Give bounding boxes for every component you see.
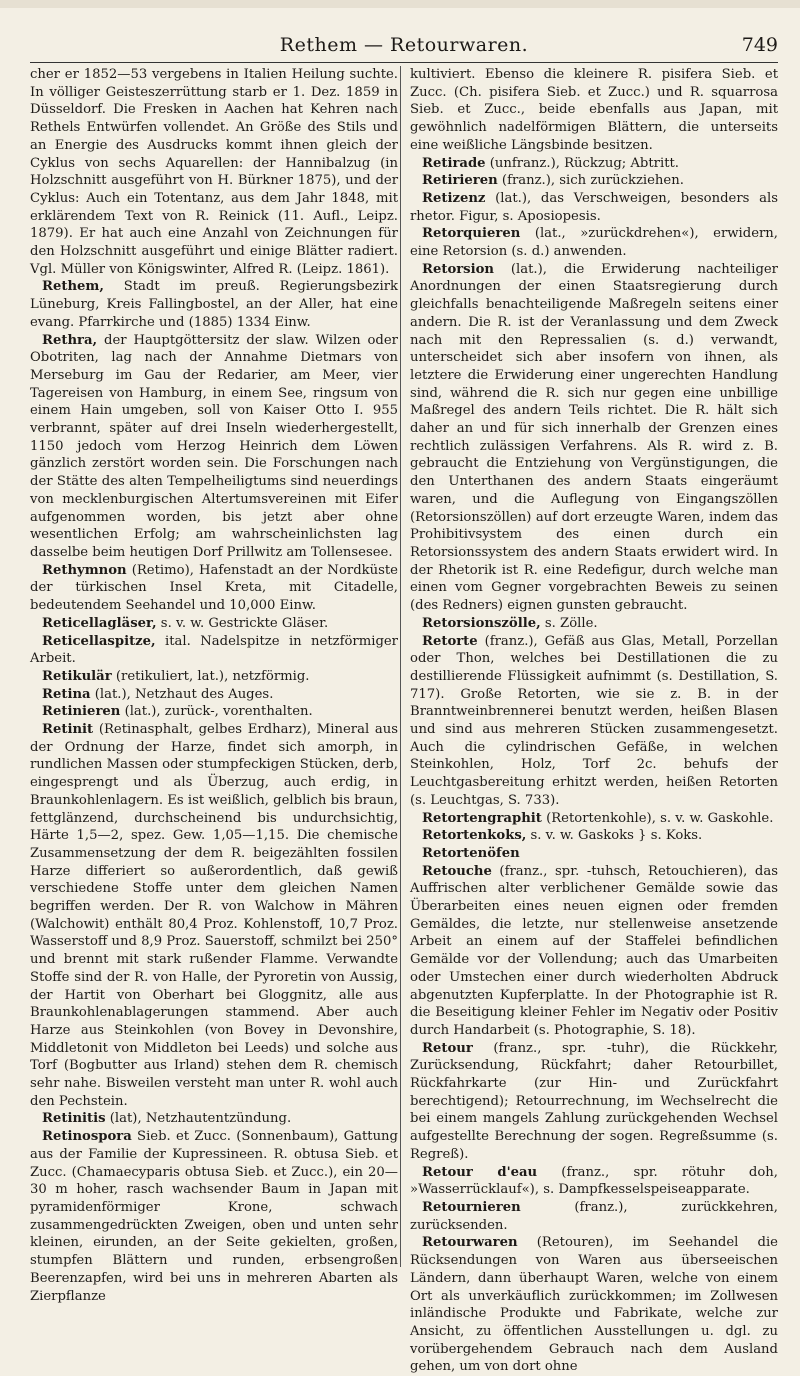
entry-headword: Retirieren (422, 173, 498, 189)
page-edge (0, 0, 800, 8)
entry-text: (lat), Netzhautentzündung. (105, 1111, 292, 1127)
entry (410, 190, 778, 225)
entry-text: s. Zölle. (540, 615, 598, 631)
entry-text: (franz., spr. -tuhsch, Retouchieren), das Auffrischen alter verblichener Gemälde sowie das Überarbeiten eines neuen eignen oder fremden Gemäldes, die letzte, nur stellenweise ansetzende Arbeit an einem auf der Staffelei befindlichen Gemälde vor der Vollendung; auch das Umarbeiten oder Umstechen einer durch wiederholten Abdruck abgenutzten Kupferplatte. In der Photographie ist R. die Beseitigung kleiner Fehler im Negativ oder Positiv durch Handarbeit (s. Photographie, S. 18). (410, 863, 778, 1038)
entry (30, 562, 398, 615)
entry (30, 668, 398, 686)
page-title: Rethem — Retourwaren. (279, 34, 529, 56)
entry-headword: Retourwaren (422, 1235, 518, 1251)
entry (30, 703, 398, 721)
entry (410, 155, 778, 173)
entry-text: (lat.), die Erwiderung nachteiliger Anordnungen der einen Staatsregierung durch gleichfalls benachteiligende Maßregeln seitens einer andern. Die R. ist der Veranlassung und dem Zweck nach mit den Repressalien (s. d.) verwandt, unterscheidet sich aber insofern von ihnen, als letztere die Erwiderung einer ungerechten Handlung sind, während die R. sich nur gegen eine unbillige Maßregel des andern Teils richtet. Die R. hält sich daher an und für sich innerhalb der Grenzen eines rechtlich zulässigen Verfahrens. Als R. wird z. B. gebraucht die Entziehung von Vergünstigungen, die den Unterthanen des andern Staats eingeräumt waren, und die Auflegung von Eingangszöllen (Retorsionszöllen) auf dort erzeugte Waren, indem das Prohibitivsystem des einen durch ein Retorsionssystem des andern Staats erwidert wird. In der Rhetorik ist R. eine Redefigur, durch welche man einen vom Gegner vorgebrachten Beweis zu seinen (des Redners) eignen gunsten gebraucht. (410, 261, 778, 614)
entry-headword: Retortenöfen (422, 845, 520, 861)
header-rule (30, 62, 778, 63)
entry (30, 332, 398, 562)
entry (30, 615, 398, 633)
entry (410, 261, 778, 615)
entry-text: (franz.), Gefäß aus Glas, Metall, Porzellan oder Thon, welches bei Destillationen die zu destillierende Flüssigkeit aufnimmt (s. Destillation, S. 717). Große Retorten, wie sie z. B. in der Branntweinbrennerei benutzt werden, heißen Blasen und sind aus mehreren Stücken zusammengesetzt. Auch die cylindrischen Gefäße, in welchen Steinkohlen, Holz, Torf 2c. behufs der Leuchtgasbereitung erhitzt werden, heißen Retorten (s. Leuchtgas, S. 733). (410, 633, 778, 808)
entry-text: (lat.), zurück-, vorenthalten. (120, 704, 313, 720)
entry-headword: Retina (42, 686, 91, 702)
right-column (410, 66, 778, 1375)
entry-headword: Retortenkoks, (422, 828, 527, 844)
entry (30, 1128, 398, 1305)
entry-text: (Retimo), Hafenstadt an der Nordküste der türkischen Insel Kreta, mit Citadelle, bedeutendem Seehandel und 10,000 Einw. (30, 562, 398, 614)
entry (410, 1040, 778, 1164)
entry-headword: Retour (422, 1040, 473, 1056)
entry-headword: Rethra, (42, 332, 98, 348)
left-column (30, 66, 398, 1304)
entry-text: Stadt im preuß. Regierungsbezirk Lüneburg, Kreis Fallingbostel, an der Aller, hat eine evang. Pfarrkirche und (1885) 1334 Einw. (30, 279, 398, 330)
entry (410, 1199, 778, 1234)
entry (410, 66, 778, 155)
entry-headword: Retour d'eau (422, 1164, 538, 1180)
entry-text: (lat., »zurückdrehen«), erwidern, eine Retorsion (s. d.) anwenden. (410, 226, 778, 260)
entry-text: (franz., spr. rötuhr doh, »Wasserrücklauf«), s. Dampfkesselspeiseapparate. (410, 1164, 778, 1198)
entry-text: (Retinasphalt, gelbes Erdharz), Mineral aus der Ordnung der Harze, findet sich amorph, in rundlichen Massen oder stumpfeckigen Stücken, derb, eingesprengt und als Überzug, auch erdig, in Braunkohlenlagern. Es ist weißlich, gelblich bis braun, fettglänzend, durchscheinend bis undurchsichtig, Härte 1,5—2, spez. Gew. 1,05—1,15. Die chemische Zusammensetzung der dem R. beigezählten fossilen Harze differiert so außerordentlich, daß gewiß verschiedene Stoffe unter dem gleichen Namen begriffen werden. Der R. von Walchow in Mähren (Walchowit) enthält 80,4 Proz. Kohlenstoff, 10,7 Proz. Wasserstoff und 8,9 Proz. Sauerstoff, schmilzt bei 250° und brennt mit stark rußender Flamme. Verwandte Stoffe sind der R. von Halle, der Pyroretin von Aussig, der Hartit von Oberhart bei Gloggnitz, alle aus Braunkohlenablagerungen stammend. Aber auch Harze aus Steinkohlen (von Bovey in Devonshire, Middletonit von Middleton bei Leeds) und solche aus Torf (Bogbutter aus Irland) stehen dem R. chemisch sehr nahe. Bisweilen versteht man unter R. wohl auch den Pechstein. (30, 722, 398, 1109)
entry (410, 863, 778, 1040)
entry (30, 686, 398, 704)
entry-headword: Retournieren (422, 1200, 521, 1215)
entry-text: s. v. w. Gestrickte Gläser. (156, 615, 329, 631)
entry (410, 810, 778, 828)
entry-headword: Retortengraphit (422, 810, 542, 826)
entry-text: (franz., spr. -tuhr), die Rückkehr, Zurücksendung, Rückfahrt; daher Retourbillet, Rückfahrkarte (zur Hin- und Zurückfahrt berechtigend); Retourrechnung, im Wechselrecht die bei einem mangels Zahlung zurückgehenden Wechsel aufgestellte Berechnung der sogen. Regreßsumme (s. Regreß). (410, 1040, 778, 1162)
entry-text: Sieb. et Zucc. (Sonnenbaum), Gattung aus der Familie der Kupressineen. R. obtusa Sieb. et Zucc. (Chamaecyparis obtusa Sieb. et Zucc.), ein 20—30 m hoher, rasch wachsender Baum in Japan mit pyramidenförmiger Krone, schwach zusammengedrückten Zweigen, oben und unten sehr kleinen, eirunden, an der Seite gekielten, großen, stumpfen Blättern und runden, erbsengroßen Beerenzapfen, wird bei uns in mehreren Abarten als Zierpflanze (30, 1129, 398, 1304)
entry (410, 172, 778, 190)
entry-headword: Retorsionszölle, (422, 615, 541, 631)
entry-text: (retikuliert, lat.), netzförmig. (111, 668, 310, 684)
entry-text: s. v. w. Gaskoks } s. Koks. (526, 828, 703, 844)
entry-headword: Retikulär (42, 668, 112, 684)
entry-headword: Retorquieren (422, 226, 521, 242)
entry-text: der Hauptgöttersitz der slaw. Wilzen oder Obotriten, lag nach der Annahme Dietmars von Merseburg im Gau der Redarier, am Meer, vier Tagereisen von Hamburg, in einem See, ringsum von einem Hain umgeben, soll von Kaiser Otto I. 955 verbrannt, später auf drei Inseln wiederhergestellt, 1150 jedoch vom Herzog Heinrich dem Löwen gänzlich zerstört worden sein. Die Forschungen nach der Stätte des alten Tempelheiligtums sind neuerdings von mecklenburgischen Altertumsvereinen mit Eifer aufgenommen worden, bis jetzt aber ohne wesentlichen Erfolg; am wahrscheinlichsten lag dasselbe beim heutigen Dorf Prillwitz am Tollensesee. (30, 332, 398, 560)
entry-headword: Rethem, (42, 279, 104, 295)
entry (410, 1234, 778, 1376)
entry-text: (lat.), Netzhaut des Auges. (90, 686, 274, 702)
entry (30, 721, 398, 1110)
entry-text: (franz.), sich zurückziehen. (497, 173, 684, 189)
text-columns (30, 66, 778, 1375)
entry-headword: Retinitis (42, 1111, 106, 1127)
entry-text: (franz.), zurückkehren, zurücksenden. (410, 1200, 778, 1233)
entry-text: (Retortenkohle), s. v. w. Gaskohle. (541, 810, 774, 826)
entry (30, 1110, 398, 1128)
entry (30, 633, 398, 668)
entry-headword: Rethymnon (42, 562, 127, 578)
column-divider (400, 66, 401, 1267)
entry-headword: Reticellaspitze, (42, 633, 156, 649)
entry-text: cher er 1852—53 vergebens in Italien Heilung suchte. In völliger Geisteszerrüttung starb er 1. Dez. 1859 in Düsseldorf. Die Fresken in Aachen hat Kehren nach Rethels Entwürfen vollendet. An Größe des Stils und an Energie des Ausdrucks kommt ihnen gleich der Cyklus von sechs Aquarellen: der Hannibalzug (in Holzschnitt ausgeführt von H. Bürkner 1875), und der Cyklus: Auch ein Totentanz, aus dem Jahr 1848, mit erklärendem Text von R. Reinick (11. Aufl., Leipz. 1879). Er hat auch eine Anzahl von Zeichnungen für den Holzschnitt ausgeführt und einige Blätter radiert. Vgl. Müller von Königswinter, Alfred R. (Leipz. 1861). (30, 67, 398, 277)
entry (410, 633, 778, 810)
entry-text: (Retouren), im Seehandel die Rücksendungen von Waren aus überseeischen Ländern, dann überhaupt Waren, welche von einem Ort als unverkäuflich zurückkommen; im Zollwesen inländische Produkte und Fabrikate, welche zur Ansicht, zu öffentlichen Ausstellungen u. dgl. zu vorübergehendem Gebrauch nach dem Ausland gehen, um von dort ohne (410, 1235, 778, 1375)
entry (410, 827, 778, 845)
entry-headword: Retorsion (422, 261, 495, 277)
entry (30, 66, 398, 278)
entry-headword: Reticellagläser, (42, 615, 157, 631)
entry-headword: Retinit (42, 722, 94, 738)
entry-headword: Retorte (422, 633, 478, 649)
entry (410, 845, 778, 863)
entry (30, 278, 398, 331)
entry (410, 615, 778, 633)
entry-text: (unfranz.), Rückzug; Abtritt. (485, 155, 679, 171)
entry (410, 225, 778, 260)
entry-headword: Retouche (422, 863, 492, 879)
entry-headword: Retinospora (42, 1129, 132, 1145)
entry-text: ital. Nadelspitze in netzförmiger Arbeit. (30, 633, 398, 667)
entry (410, 1164, 778, 1199)
entry-headword: Retirade (422, 155, 486, 171)
entry-headword: Retizenz (422, 190, 486, 206)
page-number: 749 (741, 34, 778, 56)
entry-text: kultiviert. Ebenso die kleinere R. pisifera Sieb. et Zucc. (Ch. pisifera Sieb. et Zucc.) und R. squarrosa Sieb. et Zucc., beide ebenfalls aus Japan, mit gewöhnlich nadelförmigen Blättern, die unterseits eine weißliche Längsbinde besitzen. (410, 67, 778, 153)
running-header (30, 34, 778, 58)
entry-text: (lat.), das Verschweigen, besonders als rhetor. Figur, s. Aposiopesis. (410, 190, 778, 224)
entry-headword: Retinieren (42, 704, 121, 720)
